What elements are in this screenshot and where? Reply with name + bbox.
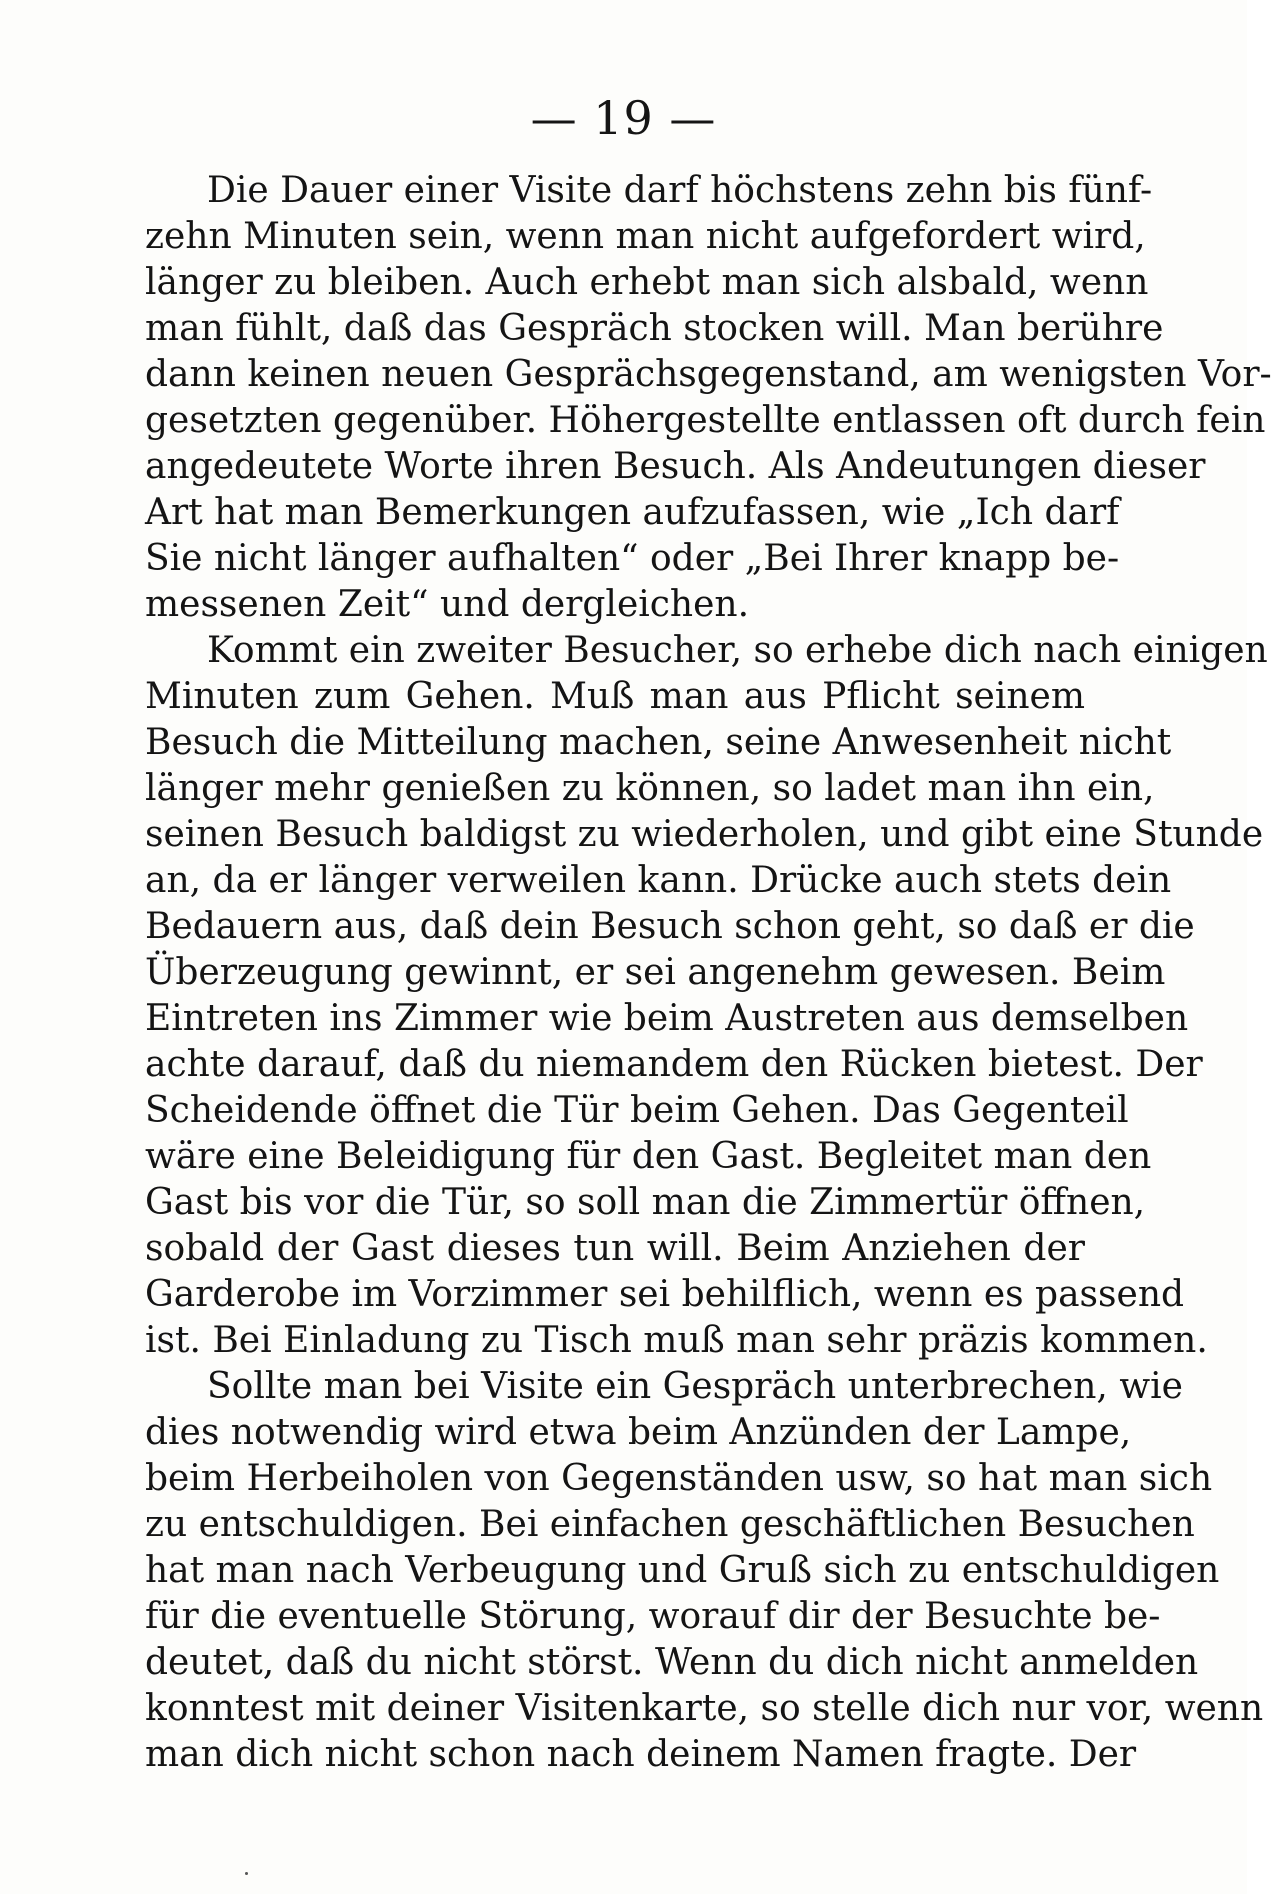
body-text bbox=[145, 168, 1272, 1778]
text-line: Minuten zum Gehen. Muß man aus Pflicht seinem bbox=[145, 676, 1085, 717]
text-line: Kommt ein zweiter Besucher, so erhebe dich nach einigen bbox=[207, 630, 1268, 671]
text-line: Garderobe im Vorzimmer sei behilflich, wenn es passend bbox=[145, 1274, 1185, 1315]
text-line: Scheidende öffnet die Tür beim Gehen. Das Gegenteil bbox=[145, 1090, 1129, 1131]
text-line: dies notwendig wird etwa beim Anzünden der Lampe, bbox=[145, 1412, 1132, 1453]
text-line: Gast bis vor die Tür, so soll man die Zimmertür öffnen, bbox=[145, 1182, 1146, 1223]
text-line: angedeutete Worte ihren Besuch. Als Andeutungen dieser bbox=[145, 446, 1206, 487]
text-line: deutet, daß du nicht störst. Wenn du dich nicht anmelden bbox=[145, 1642, 1199, 1683]
text-line: zehn Minuten sein, wenn man nicht aufgefordert wird, bbox=[145, 216, 1146, 257]
text-line: länger mehr genießen zu können, so ladet man ihn ein, bbox=[145, 768, 1155, 809]
text-line: Überzeugung gewinnt, er sei angenehm gewesen. Beim bbox=[145, 952, 1166, 993]
text-line: messenen Zeit“ und dergleichen. bbox=[145, 584, 750, 625]
text-line: länger zu bleiben. Auch erhebt man sich alsbald, wenn bbox=[145, 262, 1149, 303]
text-line: beim Herbeiholen von Gegenständen usw, so hat man sich bbox=[145, 1458, 1213, 1499]
text-line: man fühlt, daß das Gespräch stocken will. Man berühre bbox=[145, 308, 1164, 349]
text-line: Bedauern aus, daß dein Besuch schon geht, so daß er die bbox=[145, 906, 1195, 947]
paper-speck bbox=[245, 1872, 248, 1875]
text-line: Sie nicht länger aufhalten“ oder „Bei Ihrer knapp be- bbox=[145, 538, 1120, 579]
paragraph bbox=[145, 1364, 1264, 1778]
text-line: ist. Bei Einladung zu Tisch muß man sehr präzis kommen. bbox=[145, 1320, 1208, 1361]
text-line: man dich nicht schon nach deinem Namen fragte. Der bbox=[145, 1734, 1137, 1775]
text-line: Besuch die Mitteilung machen, seine Anwesenheit nicht bbox=[145, 722, 1172, 763]
text-line: wäre eine Beleidigung für den Gast. Begleitet man den bbox=[145, 1136, 1152, 1177]
text-line: Art hat man Bemerkungen aufzufassen, wie „Ich darf bbox=[145, 492, 1120, 533]
text-line: zu entschuldigen. Bei einfachen geschäftlichen Besuchen bbox=[145, 1504, 1195, 1545]
text-line: sobald der Gast dieses tun will. Beim Anziehen der bbox=[145, 1228, 1085, 1269]
text-line: hat man nach Verbeugung und Gruß sich zu entschuldigen bbox=[145, 1550, 1220, 1591]
text-line: seinen Besuch baldigst zu wiederholen, und gibt eine Stunde bbox=[145, 814, 1264, 855]
text-line: Die Dauer einer Visite darf höchstens zehn bis fünf- bbox=[207, 170, 1153, 211]
paragraph bbox=[145, 168, 1272, 628]
text-line: gesetzten gegenüber. Höhergestellte entlassen oft durch fein bbox=[145, 400, 1266, 441]
text-line: für die eventuelle Störung, worauf dir der Besuchte be- bbox=[145, 1596, 1161, 1637]
text-line: Sollte man bei Visite ein Gespräch unterbrechen, wie bbox=[207, 1366, 1183, 1407]
text-line: dann keinen neuen Gesprächsgegenstand, am wenigsten Vor- bbox=[145, 354, 1272, 395]
text-line: Eintreten ins Zimmer wie beim Austreten aus demselben bbox=[145, 998, 1189, 1039]
text-line: konntest mit deiner Visitenkarte, so stelle dich nur vor, wenn bbox=[145, 1688, 1264, 1729]
paragraph bbox=[145, 628, 1268, 1364]
text-line: achte darauf, daß du niemandem den Rücken bietest. Der bbox=[145, 1044, 1203, 1085]
page-number: — 19 — bbox=[530, 91, 717, 145]
text-line: an, da er länger verweilen kann. Drücke auch stets dein bbox=[145, 860, 1172, 901]
